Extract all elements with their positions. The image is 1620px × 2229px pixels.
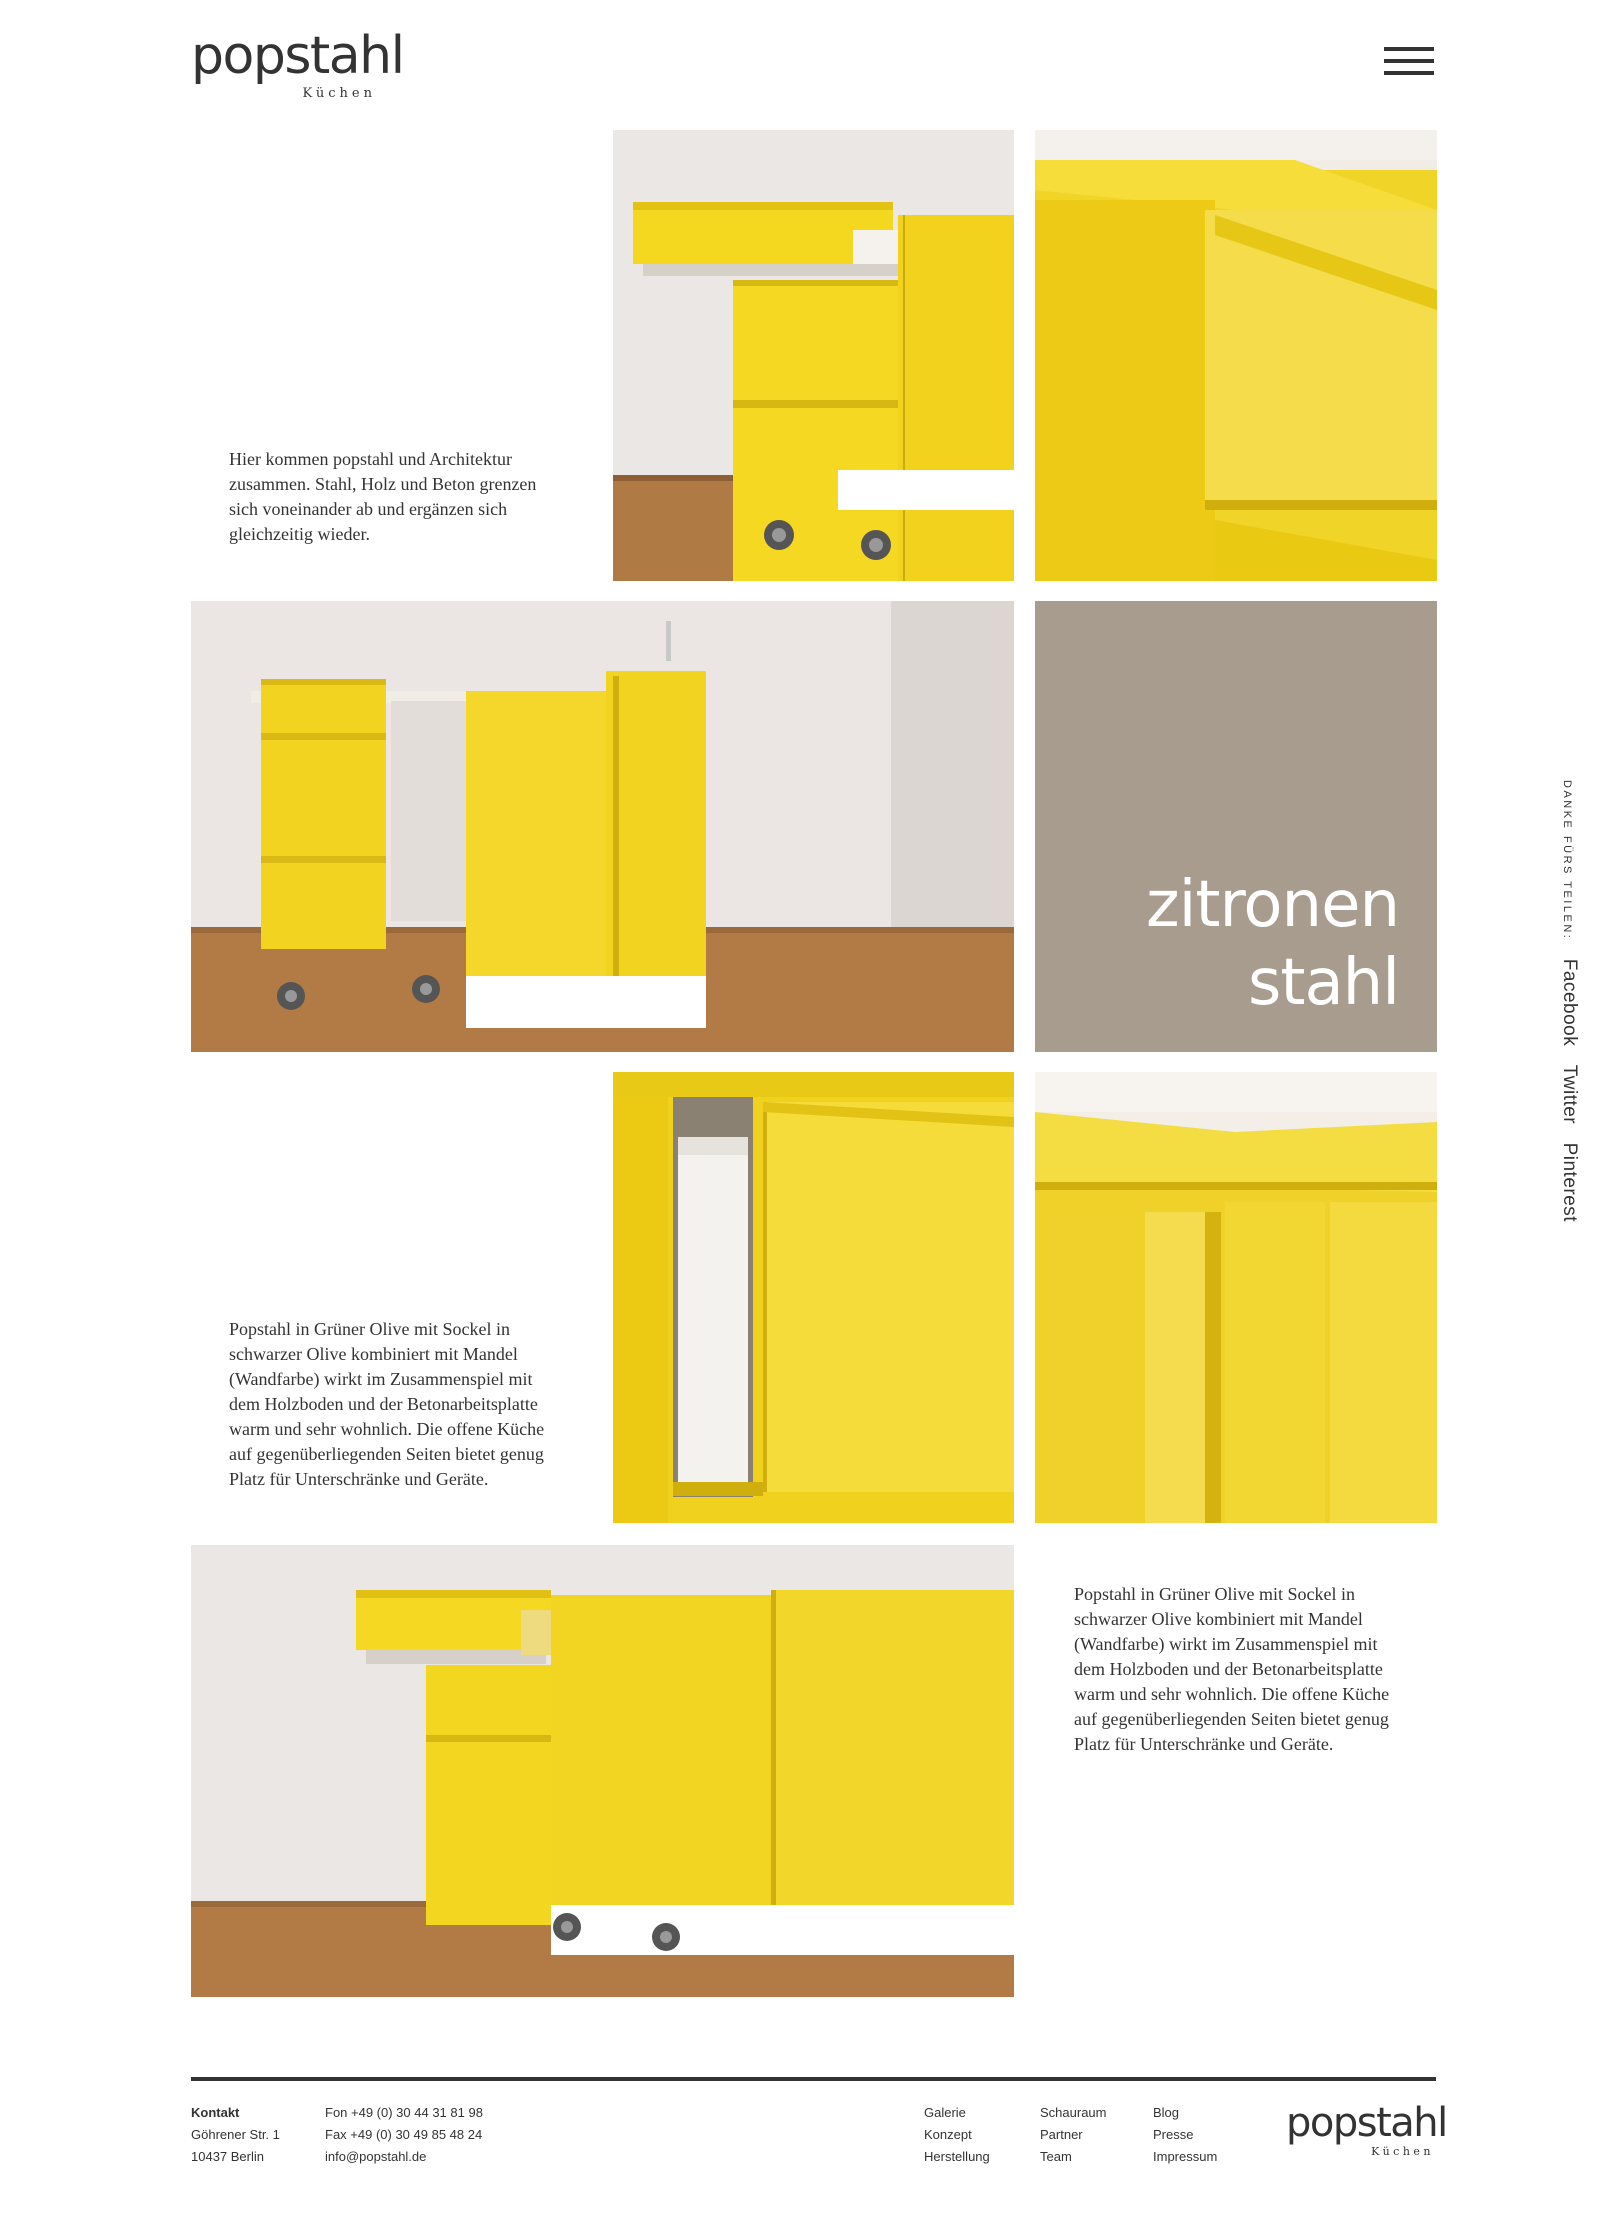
share-bar bbox=[1558, 780, 1580, 1236]
tile-title bbox=[1146, 866, 1399, 1022]
logo-subtitle: Küchen bbox=[302, 86, 376, 101]
photo-handle-closeup bbox=[1035, 130, 1437, 581]
popstahl-logo[interactable] bbox=[191, 26, 404, 101]
footer-logo-subtitle: Küchen bbox=[1371, 2145, 1434, 2158]
footer-link-herstellung[interactable]: Herstellung bbox=[924, 2149, 990, 2164]
footer-link-konzept[interactable]: Konzept bbox=[924, 2127, 972, 2142]
photo-corner-closeup bbox=[1035, 1072, 1437, 1523]
share-label: DANKE FÜRS TEILEN: bbox=[1561, 780, 1573, 941]
intro-text: Hier kommen popstahl und Architektur zusammen. Stahl, Holz und Beton grenzen sich voneinander ab und ergänzen sich gleichzeitig wieder. bbox=[229, 449, 537, 544]
footer-nav-col2 bbox=[1040, 2102, 1106, 2168]
contact-heading: Kontakt bbox=[191, 2105, 240, 2120]
contact-phone: Fon +49 (0) 30 44 31 81 98 bbox=[325, 2105, 483, 2120]
footer-link-partner[interactable]: Partner bbox=[1040, 2127, 1083, 2142]
description-text-2: Popstahl in Grüner Olive mit Sockel in schwarzer Olive kombiniert mit Mandel (Wandfarbe) wirkt im Zusammenspiel mit dem Holzboden und der Betonarbeitsplatte warm und sehr wohnlich. Die offene Küche auf gegenüberliegenden Seiten bietet genug Platz für Unterschränke und Geräte. bbox=[1074, 1584, 1390, 1754]
footer-nav-col3 bbox=[1153, 2102, 1217, 2168]
description-text-1: Popstahl in Grüner Olive mit Sockel in schwarzer Olive kombiniert mit Mandel (Wandfarbe) wirkt im Zusammenspiel mit dem Holzboden und der Betonarbeitsplatte warm und sehr wohnlich. Die offene Küche auf gegenüberliegenden Seiten bietet genug Platz für Unterschränke und Geräte. bbox=[229, 1319, 545, 1489]
photo-bin-cabinet bbox=[613, 1072, 1014, 1523]
footer-link-galerie[interactable]: Galerie bbox=[924, 2105, 966, 2120]
title-tile bbox=[1035, 601, 1437, 1052]
photo-full-kitchen bbox=[191, 601, 1014, 1052]
contact-city: 10437 Berlin bbox=[191, 2149, 264, 2164]
footer-link-presse[interactable]: Presse bbox=[1153, 2127, 1194, 2142]
footer-phone-block bbox=[325, 2102, 483, 2168]
share-facebook-link[interactable]: Facebook bbox=[1559, 958, 1580, 1047]
footer-link-blog[interactable]: Blog bbox=[1153, 2105, 1180, 2120]
contact-fax: Fax +49 (0) 30 49 85 48 24 bbox=[325, 2127, 483, 2142]
footer-link-impressum[interactable]: Impressum bbox=[1153, 2149, 1218, 2164]
tile-title-line1: zitronen bbox=[1145, 868, 1399, 942]
photo-drawer-open bbox=[613, 130, 1014, 581]
share-pinterest-link[interactable]: Pinterest bbox=[1559, 1142, 1580, 1223]
footer-logo-wordmark: popstahl bbox=[1286, 2100, 1447, 2146]
contact-email-link[interactable]: info@popstahl.de bbox=[325, 2149, 427, 2164]
tile-title-line2: stahl bbox=[1248, 946, 1399, 1020]
photo-kitchen-side bbox=[191, 1545, 1014, 1997]
footer-contact bbox=[191, 2102, 280, 2168]
footer-link-schauraum[interactable]: Schauraum bbox=[1040, 2105, 1107, 2120]
footer-nav-col1 bbox=[924, 2102, 990, 2168]
footer-link-team[interactable]: Team bbox=[1040, 2149, 1072, 2164]
share-twitter-link[interactable]: Twitter bbox=[1559, 1064, 1580, 1125]
contact-street: Göhrener Str. 1 bbox=[191, 2127, 280, 2142]
logo-wordmark: popstahl bbox=[191, 26, 404, 86]
footer-divider bbox=[191, 2077, 1436, 2081]
footer-logo[interactable] bbox=[1286, 2100, 1447, 2158]
menu-icon[interactable] bbox=[1384, 47, 1434, 75]
